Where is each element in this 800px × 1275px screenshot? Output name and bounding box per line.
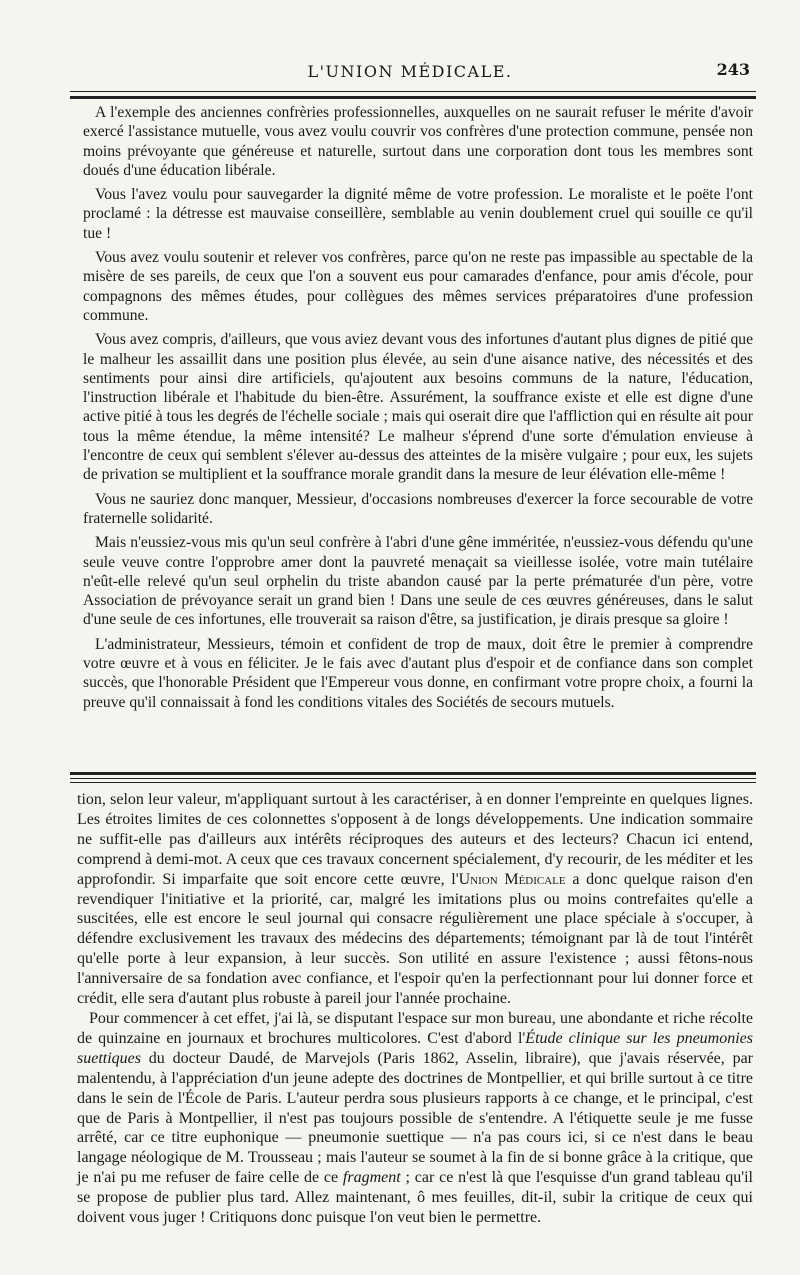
text-run: du docteur Daudé, de Marvejols (Paris 1862, Asselin, libraire), que j'avais réservée, par malentendu, à l'appréciation d'un jeune adepte des doctrines de Montpellier, et qui brille surtout à ce titre dans le sein de l'École de Paris. L'auteur perdra sous plusieurs rapports à ce change, et le principal, c'est que de Paris à Montpellier, il n'est pas toujours possible de s'entendre. A l'étiquette seule je me fusse arrêté, car ce titre euphonique — pneumonie suettique — n'a pas cours ici, si ce n'est dans le beau langage néologique de M. Trousseau ; mais l'auteur se soumet à la fin de si bonne grâce à la critique, que je n'ai pu me refuser de faire celle de ce [77,1049,753,1187]
page-header [70,58,750,88]
paragraph: L'administrateur, Messieurs, témoin et confident de trop de maux, doit être le premier à comprendre votre œuvre et à vous en féliciter. Je le fais avec d'autant plus d'espoir et de confiance dans son complet succès, que l'honorable Président que l'Empereur vous donne, en confirmant votre propre choix, a fourni la preuve qu'il connaissait à fond les conditions vitales des Sociétés de secours mutuels. [83,635,753,711]
paragraph: Vous ne sauriez donc manquer, Messieur, d'occasions nombreuses d'exercer la force secourable de votre fraternelle solidarité. [83,490,753,527]
lower-column [77,790,753,1228]
running-title: L'UNION MÉDICALE. [307,62,513,81]
paragraph: Vous avez compris, d'ailleurs, que vous aviez devant vous des infortunes d'autant plus dignes de pitié que le malheur les assaillit dans une position plus élevée, au sein d'une aisance native, des nécessités et des sentiments pour ainsi dire artificiels, qu'ajoutent aux besoins communs de la nature, l'éducation, l'instruction libérale et l'habitude du bien-être. Assurément, la souffrance existe et elle est digne d'une active pitié à tous les degrés de l'échelle sociale ; mais qui oserait dire que l'affliction qui en résulte ait pour tous la même étendue, la même intensité? Le malheur s'éprend d'une sorte d'émulation envieuse à l'encontre de ceux qui semblent s'élever au-dessus des atteintes de la misère vulgaire ; pour eux, les sujets de privation se multiplient et la souffrance morale grandit dans la mesure de leur élévation elle-même ! [83,331,753,484]
book-title: Étude clinique sur les pneumonies suettiques [77,1029,754,1067]
section-divider [70,778,756,779]
text-run: tion, selon leur valeur, m'appliquant surtout à les caractériser, à en donner l'empreinte en quelques lignes. Les étroites limites de ces colonnettes s'opposent à de longs développements. Une indication sommaire ne suffit-elle pas d'ailleurs aux intérêts réciproques des auteurs et des lecteurs? Chacun ici entend, comprend à demi-mot. A ceux que ces travaux concernent spécialement, d'y recourir, de les méditer et les approfondir. Si imparfaite que soit encore cette œuvre, l' [77,791,753,888]
header-rule-thick [70,96,756,99]
paragraph: Vous avez voulu soutenir et relever vos confrères, parce qu'on ne reste pas impassible au spectable de la misère de ses pareils, de ceux que l'on a souvent eus pour camarades d'enfance, pour amis d'école, pour compagnons des mêmes études, pour collègues des mêmes services préparatoires d'une profession commune. [83,249,753,324]
section-divider-thin [70,782,756,783]
section-divider-thick [70,772,756,775]
paragraph: Vous l'avez voulu pour sauvegarder la dignité même de votre profession. Le moraliste et le poëte l'ont proclamé : la détresse est mauvaise conseillère, semblable au venin doublement cruel qui souille ce qu'il tue ! [83,186,753,242]
upper-column [83,103,753,717]
paragraph: A l'exemple des anciennes confrèries professionnelles, auxquelles on ne saurait refuser le mérite d'avoir exercé l'assistance mutuelle, vous avez voulu couvrir vos confrères d'une protection commune, pensée non moins prévoyante que généreuse et naturelle, surtout dans une corporation dont tous les membres sont doués d'une éducation libérale. [83,104,753,179]
italic-word: fragment [342,1169,401,1187]
paragraph [77,790,753,1009]
text-run: a donc quelque raison d'en revendiquer l'initiative et la priorité, car, malgré les imitations plus ou moins contrefaites qu'elle a suscitées, elle est encore le seul journal qui consacre régulièrement une place spéciale à s'occuper, à défendre exclusivement les travaux des médecins des départements; témoignant par là de tout l'intérêt qu'elle porte à leur expansion, à leur succès. Son utilité en assure l'existence ; aussi fêtons-nous l'anniversaire de sa fondation avec confiance, et l'espoir qu'en la perfectionnant pour lui donner force et crédit, elle sera d'autant plus robuste à pareil jour l'année prochaine. [77,870,754,1008]
paragraph [77,1009,753,1228]
text-run: ; car ce n'est là que l'esquisse d'un grand tableau qu'il se propose de publier plus tard. Allez maintenant, ô mes feuilles, dit-il, subir la critique de ceux qui doivent vous juger ! Critiquons donc puisque l'on veut bien le permettre. [77,1169,754,1227]
text-run: Pour commencer à cet effet, j'ai là, se disputant l'espace sur mon bureau, une abondante et riche récolte de quinzaine en journaux et brochures multicolores. C'est d'abord l' [77,1009,753,1047]
header-rule [70,91,756,92]
page-number: 243 [716,60,750,79]
journal-name: Union Médicale [458,870,566,888]
paragraph: Mais n'eussiez-vous mis qu'un seul confrère à l'abri d'une gêne imméritée, n'eussiez-vous défendu qu'une seule veuve contre l'opprobre amer dont la pauvreté menaçait sa vieillesse isolée, votre main tutélaire n'eût-elle relevé qu'un seul orphelin du triste abandon causé par la perte prématurée d'un père, votre Association de prévoyance serait un grand bien ! Dans une seule de ces œuvres généreuses, dans le salut d'une seule de ces infortunes, elle trouverait sa raison d'être, sa justification, je dirais presque sa gloire ! [83,534,753,629]
